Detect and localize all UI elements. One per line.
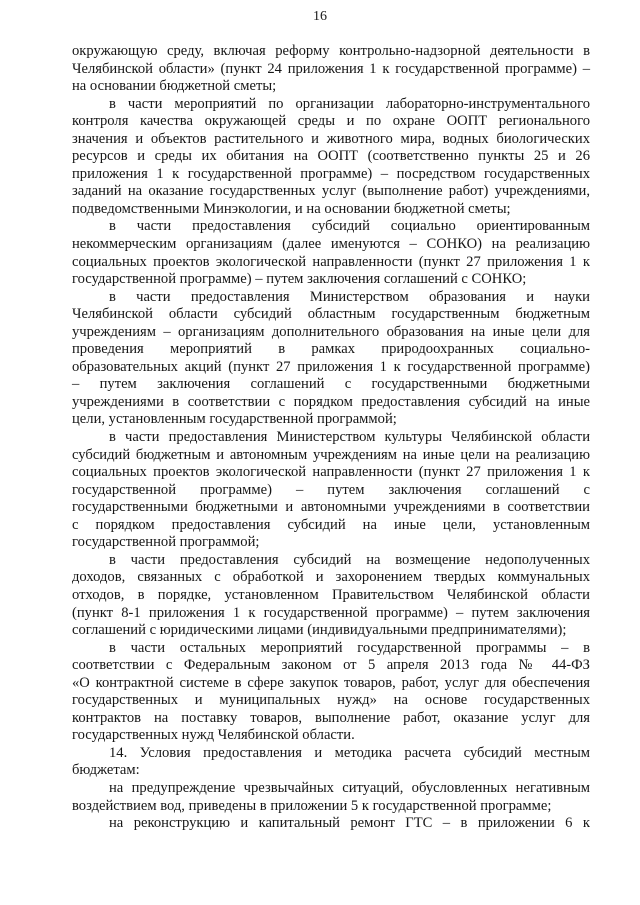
text-line: учреждениями в соответствии с порядком предоставления субсидий на иные xyxy=(72,393,590,410)
text-line: 14. Условия предоставления и методика расчета субсидий местным xyxy=(109,744,590,761)
text-line: подведомственными Минэкологии, и на основании бюджетной сметы; xyxy=(72,200,511,217)
text-line: социальных проектов экологической направленности (пункт 27 приложения 1 к xyxy=(72,464,590,481)
text-line: воздействием вод, приведены в приложении 5 к государственной программе; xyxy=(72,797,552,814)
text-line: субсидий бюджетным и автономным учреждениям на иные цели на реализацию xyxy=(72,446,590,463)
text-line: (пункт 8-1 приложения 1 к государственной программе) – путем заключения xyxy=(72,604,590,621)
text-line: «О контрактной системе в сфере закупок товаров, работ, услуг для обеспечения xyxy=(72,674,590,691)
text-line: соглашений с юридическими лицами (индивидуальными предпринимателями); xyxy=(72,622,567,639)
page-number: 16 xyxy=(313,9,327,24)
text-line: в части предоставления Министерством культуры Челябинской области xyxy=(109,429,590,446)
text-line: с порядком предоставления субсидий на иные цели, установленным xyxy=(72,516,590,533)
text-line: государственными бюджетными и автономными учреждениями в соответствии xyxy=(72,499,590,516)
text-line: заданий на оказание государственных услуг (выполнение работ) учреждениями, xyxy=(72,183,590,200)
text-line: приложения 1 к государственной программе) – посредством государственных xyxy=(72,165,590,182)
text-line: государственной программой; xyxy=(72,534,260,551)
text-line: государственных и муниципальных нужд» на основе государственных xyxy=(72,692,590,709)
paragraph xyxy=(72,218,590,288)
text-line: Челябинской области субсидий областным государственным бюджетным xyxy=(72,306,590,323)
text-line: государственных нужд Челябинской области. xyxy=(72,727,355,744)
text-line: контроля качества окружающей среды и по охране ООПТ регионального xyxy=(72,113,590,130)
text-line: в части предоставления субсидий социально ориентированным xyxy=(109,218,590,235)
text-line: государственной программе) – путем заключения соглашений с СОНКО; xyxy=(72,271,527,288)
text-line: Челябинской области» (пункт 24 приложения 1 к государственной программе) – xyxy=(72,60,590,77)
text-line: социальных проектов экологической направленности (пункт 27 приложения 1 к xyxy=(72,253,590,270)
text-line: учреждениям – организациям дополнительного образования на иные цели для xyxy=(72,323,590,340)
text-line: в части предоставления Министерством образования и науки xyxy=(109,288,590,305)
text-line: ресурсов и среды их обитания на ООПТ (соответственно пункты 25 и 26 xyxy=(72,148,590,165)
text-line: бюджетам: xyxy=(72,762,140,779)
document-body xyxy=(72,43,590,833)
paragraph xyxy=(72,289,590,429)
paragraph xyxy=(72,43,590,96)
text-line: некоммерческим организациям (далее именуются – СОНКО) на реализацию xyxy=(72,236,590,253)
text-line: проведения мероприятий в рамках природоохранных социально- xyxy=(72,341,590,358)
paragraph xyxy=(72,780,590,815)
text-line: окружающую среду, включая реформу контрольно-надзорной деятельности в xyxy=(72,43,590,59)
paragraph xyxy=(72,815,590,833)
text-line: в части предоставления субсидий на возмещение недополученных xyxy=(109,551,590,568)
text-line: на реконструкцию и капитальный ремонт ГТС – в приложении 6 к xyxy=(109,815,590,832)
text-line: цели, установленным государственной программой; xyxy=(72,411,397,428)
text-line: соответствии с Федеральным законом от 5 апреля 2013 года № 44-ФЗ xyxy=(72,657,590,674)
text-line: в части мероприятий по организации лабораторно-инструментального xyxy=(109,95,590,112)
paragraph xyxy=(72,640,590,745)
text-line: образовательных акций (пункт 27 приложения 1 к государственной программе) xyxy=(72,358,590,375)
text-line: – путем заключения соглашений с государственными бюджетными xyxy=(72,376,590,393)
text-line: на предупреждение чрезвычайных ситуаций, обусловленных негативным xyxy=(109,779,590,796)
paragraph xyxy=(72,96,590,219)
text-line: на основании бюджетной сметы; xyxy=(72,78,277,95)
text-line: государственной программе) – путем заключения соглашений с xyxy=(72,481,590,498)
text-line: в части остальных мероприятий государственной программы – в xyxy=(109,639,590,656)
text-line: контрактов на поставку товаров, выполнение работ, оказание услуг для xyxy=(72,709,590,726)
paragraph xyxy=(72,745,590,780)
paragraph xyxy=(72,552,590,640)
paragraph xyxy=(72,429,590,552)
text-line: отходов, в порядке, установленном Правительством Челябинской области xyxy=(72,586,590,603)
text-line: значения и объектов растительного и животного мира, водных биологических xyxy=(72,130,590,147)
text-line: доходов, связанных с обработкой и захоронением твердых коммунальных xyxy=(72,569,590,586)
